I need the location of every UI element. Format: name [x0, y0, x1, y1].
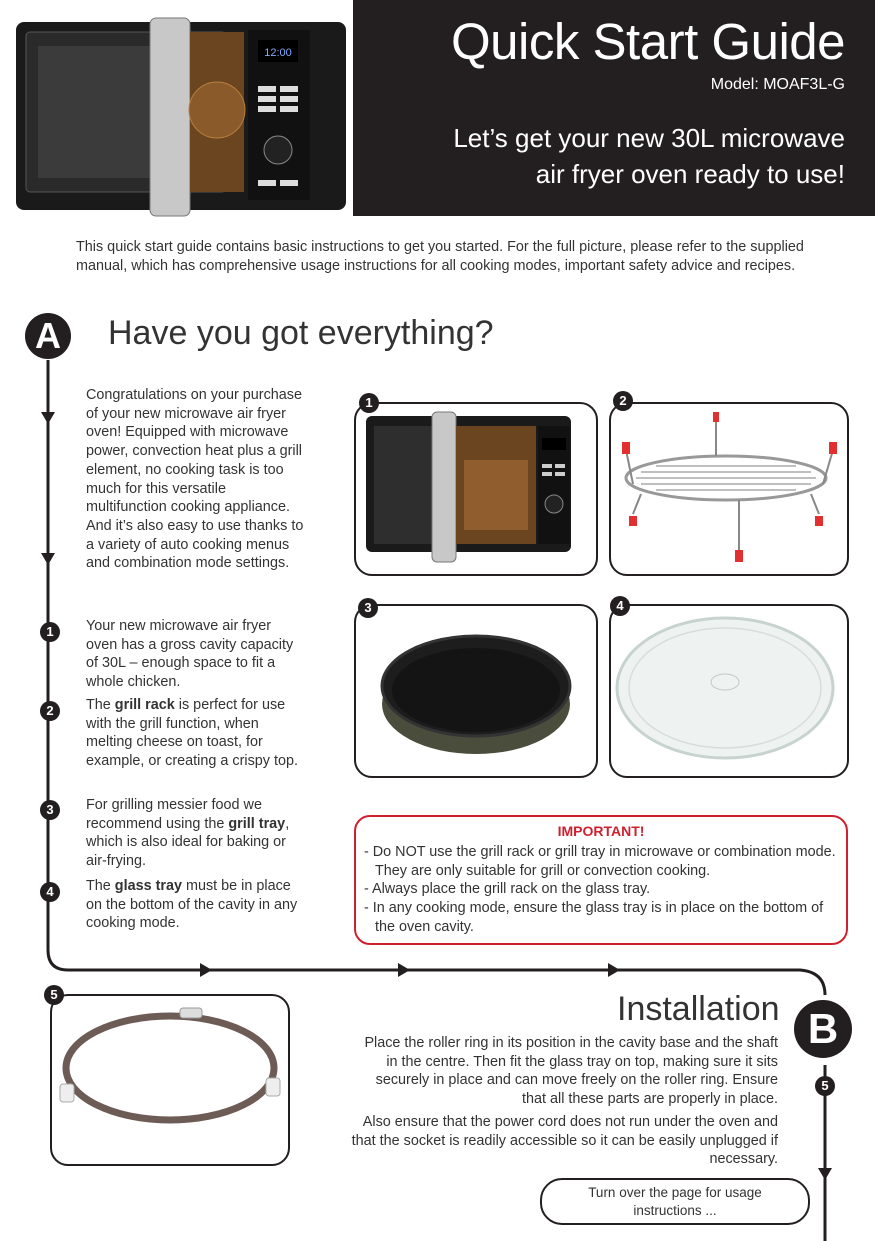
display-time: 12:00 [264, 47, 292, 59]
grill-tray-image [356, 606, 596, 776]
item-2-text: The grill rack is perfect for use with the grill function, when melting cheese on toast, for example, or creating a crispy top. [86, 697, 298, 770]
installation-para-2: Also ensure that the power cord does not run under the oven and that the socket is readily accessible so it can be easily unplugged if necessary. [351, 1113, 778, 1168]
section-a-lead: Congratulations on your purchase of your new microwave air fryer oven! Equipped with microwave power, convection heat plus a grill element, no cooking task is too much for this versatile multifunction cooking appliance. And it’s also easy to use thanks to a variety of auto cooking menus and combination mode settings. [86, 387, 304, 572]
section-a-title: Have you got everything? [108, 314, 494, 352]
turn-over-text: Turn over the page for usage instructions ... [588, 1184, 762, 1218]
card-grill-rack [609, 402, 849, 576]
important-point: - In any cooking mode, ensure the glass tray is in place on the bottom of the oven cavity. [364, 900, 824, 935]
grill-rack-image [611, 404, 847, 574]
item-3-text: For grilling messier food we recommend using the grill tray, which is also ideal for baking or air-frying. [86, 797, 290, 870]
card-number-2: 2 [613, 391, 633, 411]
glass-tray-image [611, 606, 847, 776]
item-number-2: 2 [40, 701, 60, 721]
card-number-1: 1 [359, 393, 379, 413]
model-number: Model: MOAF3L-G [710, 76, 845, 93]
item-number-5: 5 [815, 1076, 835, 1096]
item-4-text: The glass tray must be in place on the bottom of the cavity in any cooking mode. [86, 878, 298, 932]
section-b-badge: B [794, 1000, 852, 1058]
card-number-4: 4 [610, 596, 630, 616]
important-heading: IMPORTANT! [557, 823, 645, 839]
card-number-3: 3 [358, 598, 378, 618]
card-number-5: 5 [44, 985, 64, 1005]
card-glass-tray [609, 604, 849, 778]
card-grill-tray [354, 604, 598, 778]
section-b-title: Installation [617, 990, 780, 1028]
item-number-3: 3 [40, 800, 60, 820]
item-number-1: 1 [40, 622, 60, 642]
roller-ring-image [52, 996, 288, 1164]
card-roller-ring [50, 994, 290, 1166]
turn-over-note [540, 1178, 810, 1225]
tagline-line-2: air fryer oven ready to use! [535, 159, 845, 190]
section-a-badge: A [25, 313, 71, 359]
item-number-4: 4 [40, 882, 60, 902]
installation-para-1: Place the roller ring in its position in the cavity base and the shaft in the centre. Then fit the glass tray on top, making sure it sits securely in place and can move freely on the roller ring. Ensure that all these parts are properly in place. [364, 1035, 778, 1108]
page-title: Quick Start Guide [451, 13, 845, 70]
important-point: - Always place the grill rack on the glass tray. [364, 881, 651, 898]
intro-text: This quick start guide contains basic instructions to get you started. For the full picture, please refer to the supplied manual, which has comprehensive usage instructions for all cooking modes, important safety advice and recipes. [76, 239, 804, 274]
card-microwave [354, 402, 598, 576]
important-notice [354, 815, 848, 945]
important-list [356, 843, 846, 937]
installation-text [350, 1034, 778, 1173]
tagline-line-1: Let’s get your new 30L microwave [453, 123, 845, 153]
microwave-image [356, 404, 596, 574]
item-1-text: Your new microwave air fryer oven has a gross cavity capacity of 30L – enough space to fit a whole chicken. [86, 618, 294, 691]
important-point: - Do NOT use the grill rack or grill tray in microwave or combination mode. They are only suitable for grill or convection cooking. [364, 844, 836, 879]
